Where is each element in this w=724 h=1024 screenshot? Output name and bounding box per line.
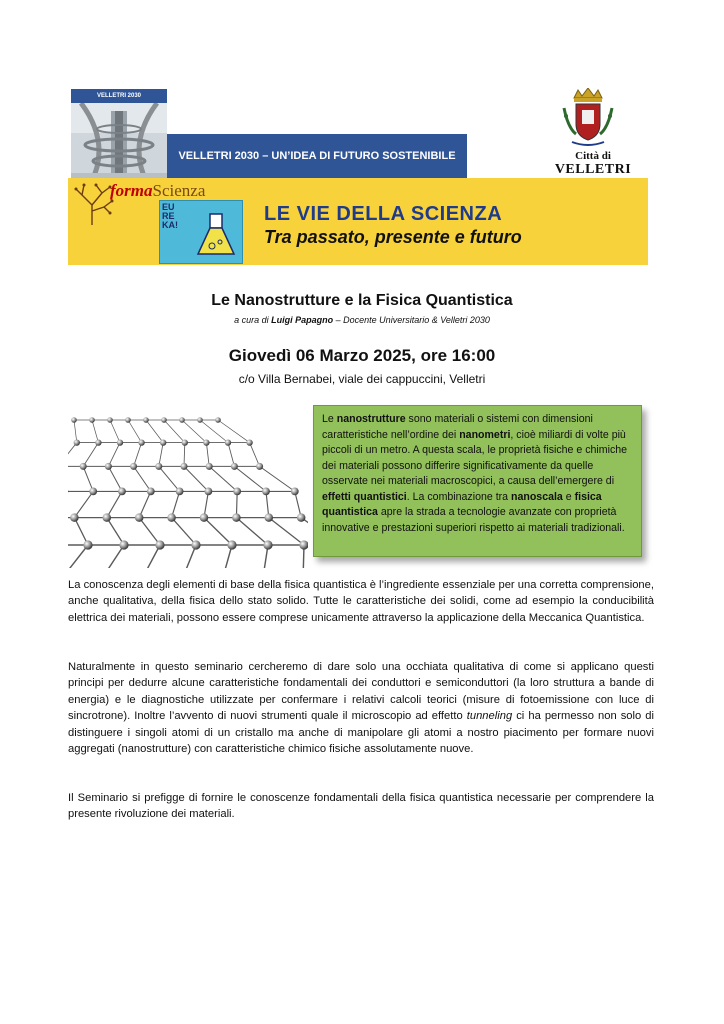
lattice-bond xyxy=(107,518,124,545)
curator-line xyxy=(0,315,724,325)
lattice-bond xyxy=(108,466,122,491)
lattice-bond xyxy=(108,443,120,467)
lattice-atom xyxy=(160,439,166,445)
lattice-atom xyxy=(215,417,221,423)
lattice-bond xyxy=(139,491,151,517)
paragraph-text: Naturalmente in questo seminario cercheremo di dare solo una occhiata qualitativa di come si applicano questi principi per dedurre alcune caratteristiche fondamentali dei conduttori e semiconduttori (la loro struttura a bande di energia) e le diagnostiche utilizzate per confermare i relativi calcoli teorici (misure di fotoemissione con luce di sincrotrone). Inoltre l’avvento di nuovi strumenti quale il microscopio ad effetto xyxy=(68,661,654,723)
lattice-atom xyxy=(191,540,200,549)
info-text: sono materiali o sistemi con dimensioni caratteristiche nell’ordine dei xyxy=(322,413,593,441)
info-text: e xyxy=(562,490,575,503)
paragraph-italic: tunneling xyxy=(466,710,513,723)
eureka-line1: EU xyxy=(162,202,175,212)
lattice-atom xyxy=(200,513,208,521)
lattice-atom xyxy=(147,488,155,496)
lattice-bond xyxy=(206,443,209,467)
lattice-bond xyxy=(182,420,206,443)
lattice-atom xyxy=(203,439,209,445)
lattice-bond xyxy=(204,518,232,545)
lattice-atom xyxy=(233,488,241,496)
tower-label: VELLETRI 2030 xyxy=(71,89,167,103)
banner-title: LE VIE DELLA SCIENZA xyxy=(264,203,503,225)
lattice-bond xyxy=(110,420,120,443)
info-bold: fisica quantistica xyxy=(322,490,602,518)
lattice-atom xyxy=(118,488,126,496)
lattice-bond xyxy=(83,443,98,467)
lattice-atom xyxy=(70,513,78,521)
lattice-atom xyxy=(143,417,149,423)
lattice-bond xyxy=(92,420,98,443)
lattice-atom xyxy=(71,417,77,423)
lattice-atom xyxy=(206,463,213,470)
lattice-atom xyxy=(89,488,97,496)
seminar-title: Le Nanostrutture e la Fisica Quantistica xyxy=(211,292,513,309)
nanostructures-info-box xyxy=(313,405,642,557)
lattice-atom xyxy=(80,463,87,470)
lattice-atom xyxy=(74,439,80,445)
lattice-atom xyxy=(83,540,92,549)
lattice-atom xyxy=(167,513,175,521)
city-name-line2: VELLETRI xyxy=(554,162,632,177)
lattice-atom xyxy=(105,463,112,470)
lattice-atom xyxy=(232,513,240,521)
lattice-bond xyxy=(209,466,237,491)
lattice-bond xyxy=(218,420,250,443)
lattice-bond xyxy=(128,420,142,443)
lattice-bond xyxy=(228,443,234,467)
forma-scienza-logo xyxy=(110,180,205,202)
body-paragraph-2 xyxy=(68,659,654,757)
lattice-atom xyxy=(182,439,188,445)
lattice-atom xyxy=(297,513,305,521)
lattice-atom xyxy=(155,463,162,470)
lattice-bond xyxy=(184,466,208,491)
lattice-bond xyxy=(172,518,196,545)
lattice-bond xyxy=(234,466,266,491)
paragraph-text: ci ha permesso non solo di distinguere i singoli atomi di un cristallo ma anche di manipolare gli atomi a nostro piacimento per formare nuovi aggregati (nanostrutture) con caratteristiche chimico fisiche assolutamente nuove. xyxy=(68,710,654,756)
lattice-atom xyxy=(231,463,238,470)
lattice-atom xyxy=(291,488,299,496)
info-text: Le xyxy=(322,413,337,425)
lattice-bond xyxy=(184,443,185,467)
eureka-text xyxy=(162,203,196,230)
flask-icon xyxy=(196,212,236,258)
lattice-atom xyxy=(107,417,113,423)
lattice-atom xyxy=(246,439,252,445)
info-bold: nanoscala xyxy=(511,490,563,503)
banner-subtitle: Tra passato, presente e futuro xyxy=(264,227,522,247)
lattice-bond xyxy=(159,443,163,467)
eureka-line3: KA! xyxy=(162,220,178,230)
lattice-atom xyxy=(117,439,123,445)
lattice-bond xyxy=(134,443,142,467)
city-name-line1: Città di xyxy=(575,150,611,162)
velletri-2030-banner: VELLETRI 2030 – UN’IDEA DI FUTURO SOSTENIBILE xyxy=(167,134,467,178)
lattice-atom xyxy=(256,463,263,470)
lattice-bond xyxy=(164,420,185,443)
eureka-line2: RE xyxy=(162,211,175,221)
info-bold: nanometri xyxy=(459,428,511,441)
lattice-atom xyxy=(119,540,128,549)
lattice-atom xyxy=(130,463,137,470)
lattice-bond xyxy=(107,491,122,517)
lattice-bond xyxy=(134,466,151,491)
info-text: . La combinazione tra xyxy=(406,490,511,503)
lattice-atom xyxy=(227,540,236,549)
lattice-atom xyxy=(135,513,143,521)
lattice-bond xyxy=(200,420,228,443)
tower-photo xyxy=(71,103,167,183)
lattice-atom xyxy=(89,417,95,423)
lattice-bond xyxy=(260,466,295,491)
lattice-atom xyxy=(138,439,144,445)
info-bold: nanostrutture xyxy=(336,413,406,425)
city-name xyxy=(545,150,641,178)
lattice-bond xyxy=(139,518,160,545)
info-text: apre la strada a tecnologie avanzate con proprietà innovative e prestazioni superiori rispetto ai materiali tradizionali. xyxy=(322,506,625,534)
lattice-atom xyxy=(265,513,273,521)
curator-prefix: a cura di xyxy=(234,315,269,325)
body-paragraph-3: Il Seminario si prefigge di fornire le conoscenze fondamentali della fisica quantistica necessarie per comprendere la presente rivoluzione dei materiali. xyxy=(68,792,654,821)
lattice-atom xyxy=(95,439,101,445)
event-venue: c/o Villa Bernabei, viale dei cappuccini, Velletri xyxy=(238,372,486,386)
lattice-bond xyxy=(269,518,304,545)
lattice-atom xyxy=(176,488,184,496)
lattice-atom xyxy=(205,488,213,496)
lattice-atom xyxy=(180,463,187,470)
lattice-atom xyxy=(179,417,185,423)
coat-of-arms-icon xyxy=(560,88,616,148)
lattice-bond xyxy=(83,466,93,491)
lattice-bond xyxy=(74,491,93,517)
lattice-atom xyxy=(225,439,231,445)
lattice-bond xyxy=(146,420,163,443)
info-bold: effetti quantistici xyxy=(322,490,407,503)
lattice-bond xyxy=(236,518,268,545)
scienza-text: Scienza xyxy=(152,181,206,200)
lattice-atom xyxy=(263,540,272,549)
forma-text: forma xyxy=(110,181,153,200)
curator-suffix: – Docente Universitario & Velletri 2030 xyxy=(335,315,490,325)
lattice-atom xyxy=(197,417,203,423)
lattice-bond xyxy=(159,466,180,491)
event-date: Giovedì 06 Marzo 2025, ore 16:00 xyxy=(228,346,496,365)
lattice-bond xyxy=(68,443,77,467)
lattice-atom xyxy=(161,417,167,423)
lattice-atom xyxy=(155,540,164,549)
lattice-bond xyxy=(250,443,260,467)
body-paragraph-1: La conoscenza degli elementi di base della fisica quantistica è l’ingrediente essenziale per una corretta comprensione, anche qualitativa, della fisica dello stato solido. Tutte le caratteristiche dei solidi, come ad esempio la conducibilità elettrica dei materiali, possono essere comprese unicamente attraverso la applicazione della Meccanica Quantistica. xyxy=(68,579,654,624)
lattice-atom xyxy=(262,488,270,496)
lattice-atom xyxy=(103,513,111,521)
lattice-bond xyxy=(74,420,77,443)
lattice-atom xyxy=(125,417,131,423)
info-text: , cioè miliardi di volte più piccoli di un metro. A questa scala, le proprietà fisiche e chimiche dei materiali possono differire significativamente da quelle osservate nei materiali macroscopici, a causa dell’emergere di xyxy=(322,428,628,487)
curator-name: Luigi Papagno xyxy=(271,315,334,325)
graphene-lattice-image xyxy=(68,408,308,568)
